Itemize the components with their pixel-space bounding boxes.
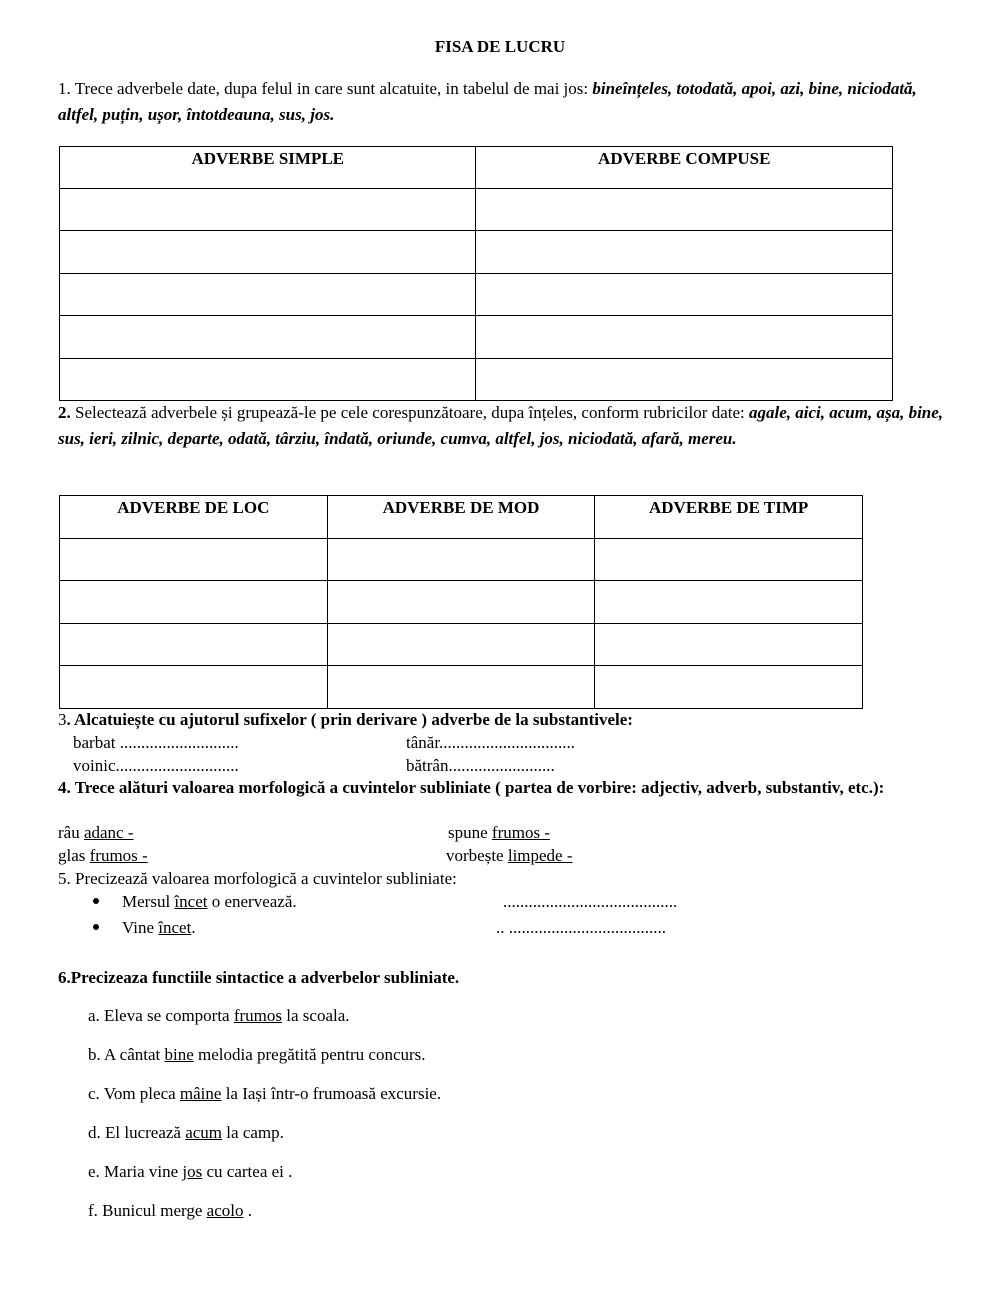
exercise-6-item-f: f. Bunicul merge acolo . (88, 1201, 252, 1220)
exercise-4-item: vorbește limpede - (446, 846, 573, 865)
table-cell[interactable] (327, 581, 595, 624)
header-adverbe-simple: ADVERBE SIMPLE (60, 147, 476, 189)
header-adverbe-de-timp: ADVERBE DE TIMP (595, 496, 863, 539)
table-cell[interactable] (476, 189, 893, 231)
exercise-2-instructions (58, 400, 948, 452)
exercise-5-item: Vine încet. (122, 918, 196, 937)
underlined-word: încet (174, 892, 208, 911)
underlined-word: frumos (233, 1006, 283, 1025)
table-cell[interactable] (327, 624, 595, 666)
table-cell[interactable] (595, 624, 863, 666)
table-cell[interactable] (60, 359, 476, 401)
table-cell[interactable] (476, 231, 893, 274)
header-adverbe-de-mod: ADVERBE DE MOD (327, 496, 595, 539)
table-cell[interactable] (476, 359, 893, 401)
exercise-4-item: râu adanc - (58, 823, 134, 842)
exercise-4-instructions: 4. Trece alături valoarea morfologică a cuvintelor subliniate ( partea de vorbire: adjectiv, adverb, substantiv, etc.): (58, 778, 885, 797)
bullet-icon (93, 924, 99, 930)
table-cell[interactable] (60, 624, 328, 666)
table-cell[interactable] (327, 539, 595, 581)
answer-dots: ......................................... (503, 892, 678, 911)
exercise-2-number: 2. (58, 403, 71, 422)
table-cell[interactable] (595, 539, 863, 581)
exercise-4-item: glas frumos - (58, 846, 148, 865)
underlined-word: frumos - (491, 823, 550, 842)
table-cell[interactable] (476, 274, 893, 316)
underlined-word: bine (164, 1045, 194, 1064)
exercise-3-item-barbat: barbat ............................ (73, 733, 239, 752)
exercise-3-number: 3 (58, 710, 67, 729)
table-cell[interactable] (476, 316, 893, 359)
table-cell[interactable] (60, 666, 328, 709)
exercise-1-table (59, 146, 893, 401)
exercise-2-words: agale, aici, acum, așa, bine, sus, ieri, zilnic, departe, odată, târziu, îndată, oriunde, cumva, altfel, jos, niciodată, afară, mereu. (58, 403, 944, 448)
underlined-word: încet (158, 918, 192, 937)
header-adverbe-compuse: ADVERBE COMPUSE (476, 147, 893, 189)
exercise-1-text: . Trece adverbele date, dupa felul in care sunt alcatuite, in tabelul de mai jos: (66, 79, 593, 98)
underlined-word: mâine (179, 1084, 222, 1103)
exercise-5-text: . Precizează valoarea morfologică a cuvintelor subliniate: (66, 869, 457, 888)
table-cell[interactable] (60, 189, 476, 231)
exercise-5-item: Mersul încet o enervează. (122, 892, 297, 911)
exercise-2-text: Selectează adverbele și grupează-le pe cele corespunzătoare, dupa înțeles, conform rubricilor date: (70, 403, 749, 422)
exercise-2-table (59, 495, 863, 709)
exercise-5-number: 5 (58, 869, 67, 888)
underlined-word: frumos - (89, 846, 148, 865)
underlined-word: limpede - (507, 846, 573, 865)
underlined-word: acum (185, 1123, 223, 1142)
header-adverbe-de-loc: ADVERBE DE LOC (60, 496, 328, 539)
exercise-5-instructions (58, 869, 457, 889)
exercise-3-item-tanar: tânăr................................ (406, 733, 576, 752)
exercise-6-item-d: d. El lucrează acum la camp. (88, 1123, 284, 1142)
exercise-6-item-c: c. Vom pleca mâine la Iași într-o frumoasă excursie. (88, 1084, 442, 1103)
exercise-1-number: 1 (58, 79, 67, 98)
answer-dots: .. ..................................... (496, 918, 666, 937)
underlined-word: acolo (206, 1201, 244, 1220)
exercise-6-item-b: b. A cântat bine melodia pregătită pentru concurs. (88, 1045, 426, 1064)
exercise-3-text: . Alcatuiește cu ajutorul sufixelor ( prin derivare ) adverbe de la substantivele: (66, 710, 633, 729)
exercise-3-item-batran: bătrân......................... (406, 756, 555, 775)
exercise-3-instructions (58, 710, 633, 730)
page-title: FISA DE LUCRU (434, 37, 566, 56)
table-cell[interactable] (595, 666, 863, 709)
table-cell[interactable] (327, 666, 595, 709)
exercise-6-instructions: 6.Precizeaza functiile sintactice a adverbelor subliniate. (58, 968, 460, 987)
underlined-word: adanc - (83, 823, 134, 842)
exercise-1-words: bineînțeles, totodată, apoi, azi, bine, niciodată, altfel, puțin, ușor, întotdeauna, sus, jos. (58, 79, 917, 124)
exercise-6-item-a: a. Eleva se comporta frumos la scoala. (88, 1006, 350, 1025)
table-cell[interactable] (60, 274, 476, 316)
exercise-1-instructions (58, 76, 958, 128)
table-cell[interactable] (60, 539, 328, 581)
exercise-4-item: spune frumos - (448, 823, 550, 842)
exercise-3-item-voinic: voinic............................. (73, 756, 239, 775)
exercise-6-item-e: e. Maria vine jos cu cartea ei . (88, 1162, 293, 1181)
table-cell[interactable] (60, 316, 476, 359)
table-cell[interactable] (60, 231, 476, 274)
bullet-icon (93, 898, 99, 904)
underlined-word: jos (182, 1162, 203, 1181)
table-cell[interactable] (595, 581, 863, 624)
table-cell[interactable] (60, 581, 328, 624)
